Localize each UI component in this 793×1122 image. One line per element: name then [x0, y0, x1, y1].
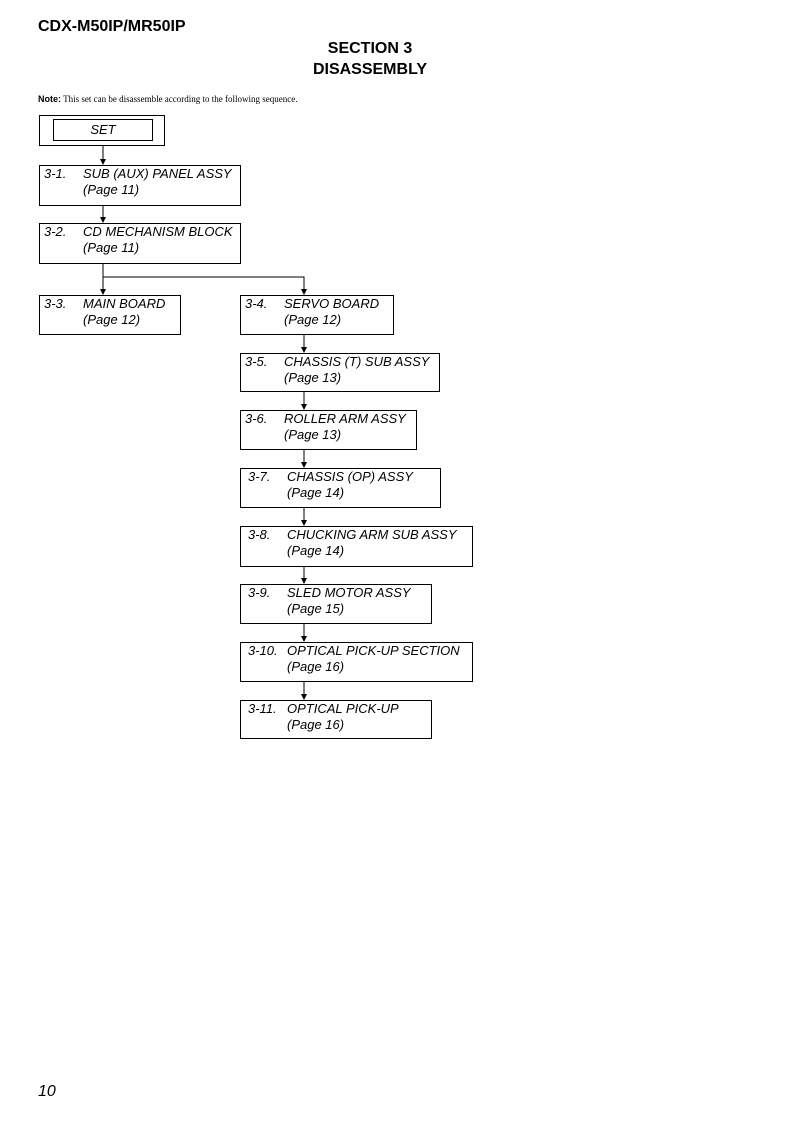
step-title: CD MECHANISM BLOCK — [83, 224, 233, 239]
step-number: 3-1. — [44, 166, 67, 181]
step-page: (Page 13) — [284, 427, 342, 442]
step-page: (Page 16) — [287, 659, 345, 674]
section-title: DISASSEMBLY — [312, 61, 428, 78]
step-page: (Page 11) — [83, 240, 140, 255]
step-page: (Page 15) — [287, 601, 345, 616]
step-page: (Page 12) — [83, 312, 141, 327]
page-number: 10 — [38, 1083, 56, 1100]
step-number: 3-11. — [248, 701, 277, 716]
step-box-3-4 — [240, 295, 394, 335]
step-box-3-10 — [240, 642, 473, 682]
step-number: 3-10. — [248, 643, 278, 658]
step-number: 3-7. — [248, 469, 271, 484]
step-page: (Page 12) — [284, 312, 342, 327]
step-title: MAIN BOARD — [83, 296, 166, 311]
step-number: 3-5. — [245, 354, 268, 369]
step-box-3-6 — [240, 410, 417, 450]
step-number: 3-6. — [245, 411, 268, 426]
step-box-3-11 — [240, 700, 432, 739]
set-label: SET — [53, 119, 153, 141]
step-title: SERVO BOARD — [284, 296, 380, 311]
note-label: Note: — [38, 94, 61, 104]
step-number: 3-8. — [248, 527, 271, 542]
step-box-3-7 — [240, 468, 441, 508]
step-box-3-2 — [39, 223, 241, 264]
set-box — [39, 115, 165, 146]
step-box-3-8 — [240, 526, 473, 567]
step-title: CHASSIS (OP) ASSY — [287, 469, 413, 484]
step-page: (Page 16) — [287, 717, 345, 732]
step-box-3-3 — [39, 295, 181, 335]
step-box-3-1 — [39, 165, 241, 206]
step-title: CHASSIS (T) SUB ASSY — [284, 354, 430, 369]
step-number: 3-4. — [245, 296, 268, 311]
step-title: OPTICAL PICK-UP — [287, 701, 399, 716]
step-number: 3-9. — [248, 585, 271, 600]
step-title: SLED MOTOR ASSY — [287, 585, 411, 600]
step-page: (Page 14) — [287, 485, 345, 500]
step-page: (Page 11) — [83, 182, 140, 197]
arrow-3-2-to-3-4 — [103, 277, 304, 294]
step-title: ROLLER ARM ASSY — [284, 411, 406, 426]
step-page: (Page 14) — [287, 543, 345, 558]
step-number: 3-3. — [44, 296, 67, 311]
model-number: CDX-M50IP/MR50IP — [38, 18, 186, 35]
step-page: (Page 13) — [284, 370, 342, 385]
step-title: OPTICAL PICK-UP SECTION — [287, 643, 460, 658]
step-box-3-5 — [240, 353, 440, 392]
section-number: SECTION 3 — [327, 40, 413, 57]
step-box-3-9 — [240, 584, 432, 624]
step-title: CHUCKING ARM SUB ASSY — [287, 527, 457, 542]
note-text: This set can be disassemble according to the following sequence. — [61, 94, 298, 104]
step-title: SUB (AUX) PANEL ASSY — [83, 166, 232, 181]
step-number: 3-2. — [44, 224, 67, 239]
